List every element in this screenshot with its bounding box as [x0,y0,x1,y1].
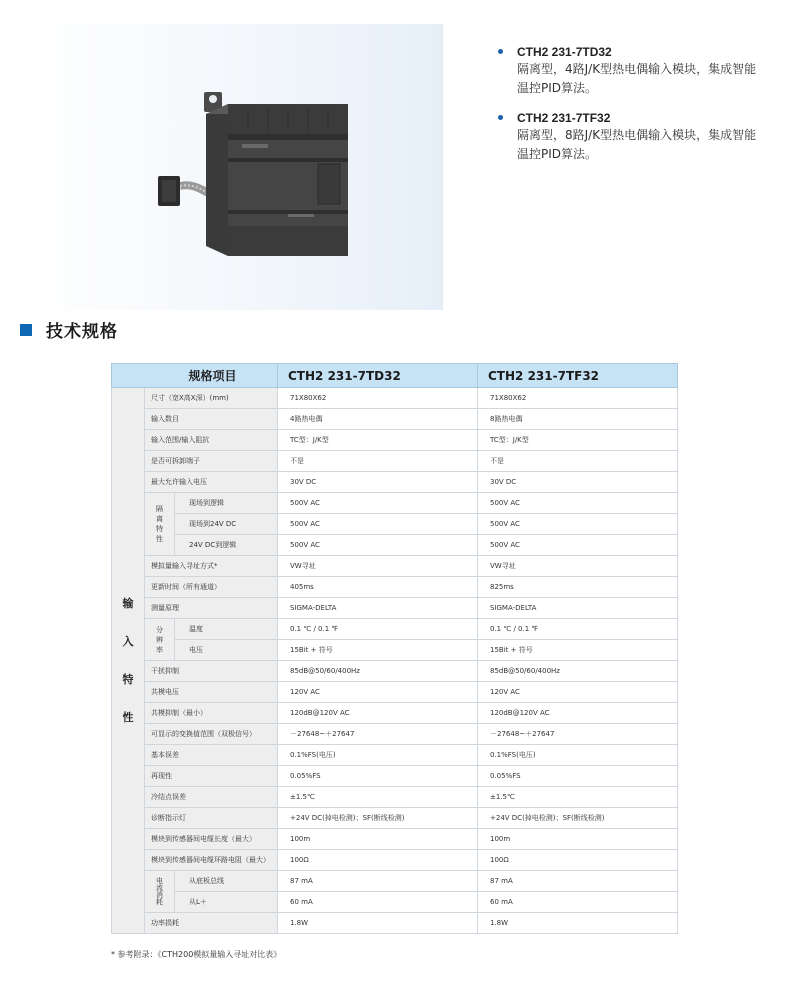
row-label: 干扰抑制 [145,661,278,682]
table-row [112,556,678,577]
table-row [112,871,678,892]
value-model-b: 不是 [478,451,678,472]
row-label: 现场到逻辑 [175,493,278,514]
value-model-a: 100m [278,829,478,850]
value-model-a: 120dB@120V AC [278,703,478,724]
value-model-a: 60 mA [278,892,478,913]
bullet-icon [498,115,503,120]
table-row [112,661,678,682]
value-model-b: TC型：J/K型 [478,430,678,451]
value-model-b: 120dB@120V AC [478,703,678,724]
value-model-b: 87 mA [478,871,678,892]
row-label: 模块到传感器间电缆长度（最大） [145,829,278,850]
value-model-a: SIGMA-DELTA [278,598,478,619]
row-label: 尺寸（宽X高X深）(mm) [145,388,278,409]
row-label: 是否可拆卸端子 [145,451,278,472]
value-model-b: 60 mA [478,892,678,913]
value-model-b: 30V DC [478,472,678,493]
header-model-a: CTH2 231-7TD32 [278,364,478,388]
table-row [112,388,678,409]
model-description: 隔离型，8路J/K型热电偶输入模块，集成智能温控PID算法。 [517,128,757,161]
value-model-a: 不是 [278,451,478,472]
value-model-a: 405ms [278,577,478,598]
table-header-row [112,364,678,388]
table-row [112,430,678,451]
value-model-b: 8路热电偶 [478,409,678,430]
bullet-icon [498,49,503,54]
table-row [112,829,678,850]
table-row [112,745,678,766]
value-model-a: +24V DC(掉电检测)；SF(断线检测) [278,808,478,829]
row-label: 模块到传感器间电缆环路电阻（最大） [145,850,278,871]
row-label: 从底板总线 [175,871,278,892]
value-model-a: 0.1 ℃ / 0.1 ℉ [278,619,478,640]
row-label: 输入数目 [145,409,278,430]
value-model-b: 15Bit + 符号 [478,640,678,661]
row-label: 可显示的变换值范围（双极信号） [145,724,278,745]
row-label: 电压 [175,640,278,661]
table-row [112,892,678,913]
group-label-current: 电 流 消 耗 [145,871,175,913]
value-model-a: 500V AC [278,514,478,535]
table-row [112,535,678,556]
value-model-b: +24V DC(掉电检测)；SF(断线检测) [478,808,678,829]
row-label: 模拟量输入寻址方式* [145,556,278,577]
section-marker-icon [20,324,32,336]
table-row [112,619,678,640]
row-label: 再现性 [145,766,278,787]
value-model-a: 71X80X62 [278,388,478,409]
model-item [497,44,767,98]
model-name: CTH2 231-7TF32 [517,111,611,125]
value-model-a: 4路热电偶 [278,409,478,430]
model-description: 隔离型，4路J/K型热电偶输入模块，集成智能温控PID算法。 [517,62,757,95]
row-label: 功率损耗 [145,913,278,934]
value-model-a: 0.1%FS(电压) [278,745,478,766]
value-model-b: 100m [478,829,678,850]
row-label: 从L＋ [175,892,278,913]
header-model-b: CTH2 231-7TF32 [478,364,678,388]
row-label: 输入范围/输入阻抗 [145,430,278,451]
value-model-a: VW寻址 [278,556,478,577]
value-model-a: 87 mA [278,871,478,892]
model-name: CTH2 231-7TD32 [517,45,612,59]
table-row [112,409,678,430]
footnote: * 参考附录：《CTH200模拟量输入寻址对比表》 [111,950,282,959]
value-model-a: 1.8W [278,913,478,934]
value-model-b: －27648~＋27647 [478,724,678,745]
value-model-a: 0.05%FS [278,766,478,787]
value-model-b: 0.1%FS(电压) [478,745,678,766]
value-model-b: SIGMA-DELTA [478,598,678,619]
value-model-a: 100Ω [278,850,478,871]
value-model-b: 1.8W [478,913,678,934]
value-model-b: ±1.5℃ [478,787,678,808]
table-row [112,514,678,535]
group-label-isolation: 隔 离 特 性 [145,493,175,556]
table-row [112,682,678,703]
row-label: 共模抑制（最小） [145,703,278,724]
value-model-b: 0.1 ℃ / 0.1 ℉ [478,619,678,640]
table-row [112,913,678,934]
value-model-b: 71X80X62 [478,388,678,409]
value-model-a: －27648~＋27647 [278,724,478,745]
table-row [112,640,678,661]
row-label: 更新时间（所有通道） [145,577,278,598]
value-model-a: 30V DC [278,472,478,493]
value-model-b: 85dB@50/60/400Hz [478,661,678,682]
row-label: 冷结点误差 [145,787,278,808]
value-model-b: 500V AC [478,493,678,514]
table-row [112,787,678,808]
value-model-b: 120V AC [478,682,678,703]
value-model-b: 500V AC [478,535,678,556]
spec-table [111,363,678,934]
value-model-b: 100Ω [478,850,678,871]
row-label: 测量原理 [145,598,278,619]
row-label: 共模电压 [145,682,278,703]
specs-title: 技术规格 [46,322,118,342]
table-row [112,472,678,493]
side-label-input-characteristics: 输 入 特 性 [112,388,145,934]
table-row [112,493,678,514]
value-model-b: 500V AC [478,514,678,535]
row-label: 基本误差 [145,745,278,766]
row-label: 现场到24V DC [175,514,278,535]
value-model-b: VW寻址 [478,556,678,577]
header-spacer [112,364,175,388]
group-label-resolution: 分 辨 率 [145,619,175,661]
table-row [112,724,678,745]
value-model-b: 0.05%FS [478,766,678,787]
table-row [112,451,678,472]
value-model-a: 85dB@50/60/400Hz [278,661,478,682]
table-row [112,577,678,598]
table-row [112,703,678,724]
table-row [112,766,678,787]
header-spec-item: 规格项目 [175,364,278,388]
row-label: 温度 [175,619,278,640]
table-row [112,598,678,619]
model-item [497,110,767,164]
table-row [112,808,678,829]
value-model-a: TC型：J/K型 [278,430,478,451]
value-model-a: 15Bit + 符号 [278,640,478,661]
value-model-a: ±1.5℃ [278,787,478,808]
value-model-a: 500V AC [278,535,478,556]
value-model-b: 825ms [478,577,678,598]
row-label: 24V DC到逻辑 [175,535,278,556]
overview-divider [442,24,443,310]
table-row [112,850,678,871]
specs-heading [20,317,118,342]
plc-module-image [158,86,358,264]
value-model-a: 500V AC [278,493,478,514]
row-label: 最大允许输入电压 [145,472,278,493]
row-label: 诊断指示灯 [145,808,278,829]
value-model-a: 120V AC [278,682,478,703]
model-list [497,44,767,176]
